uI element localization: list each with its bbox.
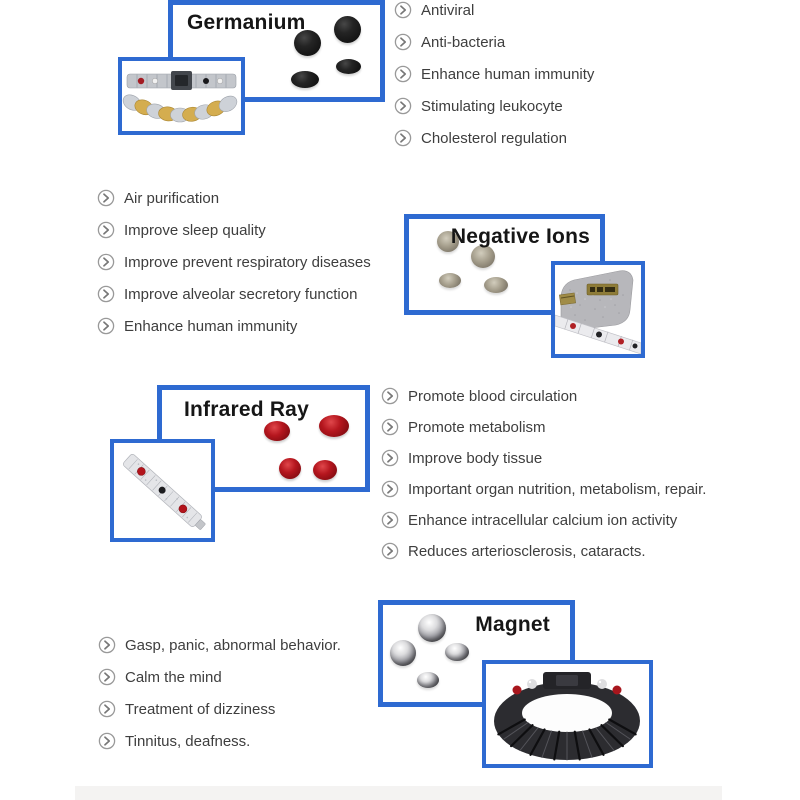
magnet-bead [418, 614, 446, 642]
circled-chevron-right-icon [381, 542, 399, 560]
infrared-title: Infrared Ray [184, 398, 309, 421]
list-item [394, 0, 594, 20]
circled-chevron-right-icon [97, 189, 115, 207]
benefit-label: Promote metabolism [408, 418, 546, 436]
circled-chevron-right-icon [97, 221, 115, 239]
list-item [97, 220, 371, 240]
magnet-benefits-list [98, 635, 341, 751]
infrared-bead [313, 460, 337, 480]
benefit-label: Treatment of dizziness [125, 700, 276, 718]
circled-chevron-right-icon [381, 387, 399, 405]
benefit-label: Stimulating leukocyte [421, 97, 563, 115]
infrared-bead [279, 458, 301, 479]
circled-chevron-right-icon [98, 700, 116, 718]
gold-silver-bracelet-image [118, 57, 245, 135]
negative-ion-bead [484, 277, 508, 293]
circled-chevron-right-icon [97, 285, 115, 303]
list-item [394, 64, 594, 84]
list-item [97, 188, 371, 208]
list-item [98, 667, 341, 687]
germanium-title: Germanium [187, 11, 306, 34]
infrared-bead [264, 421, 290, 441]
circled-chevron-right-icon [394, 129, 412, 147]
benefit-label: Important organ nutrition, metabolism, repair. [408, 480, 707, 498]
germanium-bead [334, 16, 361, 43]
bracelet-strip-image [110, 439, 215, 542]
benefit-label: Enhance human immunity [124, 317, 298, 335]
list-item [381, 417, 706, 437]
negative-ions-title: Negative Ions [450, 225, 590, 248]
black-magnet-bracelet-image [482, 660, 653, 768]
circled-chevron-right-icon [394, 65, 412, 83]
circled-chevron-right-icon [98, 636, 116, 654]
black-bracelet-illustration [486, 664, 649, 764]
magnet-bead [445, 643, 469, 661]
benefit-label: Enhance human immunity [421, 65, 595, 83]
benefit-label: Antiviral [421, 1, 475, 19]
benefit-label: Improve body tissue [408, 449, 543, 467]
list-item [98, 635, 341, 655]
circled-chevron-right-icon [381, 480, 399, 498]
benefit-label: Cholesterol regulation [421, 129, 567, 147]
magnet-bead [417, 672, 439, 688]
list-item [394, 96, 594, 116]
list-item [394, 128, 594, 148]
circled-chevron-right-icon [381, 511, 399, 529]
bracelet-pouch-image [551, 261, 645, 358]
germanium-bead [291, 71, 319, 88]
benefit-label: Enhance intracellular calcium ion activity [408, 511, 678, 529]
list-item [97, 284, 371, 304]
benefit-label: Air purification [124, 189, 220, 207]
benefit-label: Improve sleep quality [124, 221, 266, 239]
next-section-edge [75, 786, 722, 800]
list-item [381, 510, 706, 530]
bracelet-illustration [122, 61, 241, 131]
benefit-label: Promote blood circulation [408, 387, 578, 405]
circled-chevron-right-icon [394, 97, 412, 115]
germanium-bead [336, 59, 361, 74]
benefit-label: Reduces arteriosclerosis, cataracts. [408, 542, 646, 560]
negative-ions-benefits-list [97, 188, 371, 336]
circled-chevron-right-icon [394, 1, 412, 19]
benefit-label: Anti-bacteria [421, 33, 506, 51]
circled-chevron-right-icon [97, 253, 115, 271]
benefit-label: Improve prevent respiratory diseases [124, 253, 371, 271]
list-item [381, 386, 706, 406]
list-item [381, 541, 706, 561]
magnet-title: Magnet [475, 613, 550, 636]
strip-illustration [114, 443, 211, 538]
list-item [97, 316, 371, 336]
circled-chevron-right-icon [381, 418, 399, 436]
benefit-label: Gasp, panic, abnormal behavior. [125, 636, 341, 654]
circled-chevron-right-icon [98, 668, 116, 686]
list-item [394, 32, 594, 52]
benefit-label: Tinnitus, deafness. [125, 732, 251, 750]
list-item [97, 252, 371, 272]
circled-chevron-right-icon [381, 449, 399, 467]
magnet-bead [390, 640, 416, 666]
germanium-benefits-list [394, 0, 594, 148]
list-item [98, 731, 341, 751]
benefit-label: Improve alveolar secretory function [124, 285, 358, 303]
list-item [381, 479, 706, 499]
infrared-bead [319, 415, 349, 437]
negative-ion-bead [439, 273, 461, 288]
circled-chevron-right-icon [394, 33, 412, 51]
list-item [381, 448, 706, 468]
benefit-label: Calm the mind [125, 668, 222, 686]
circled-chevron-right-icon [98, 732, 116, 750]
list-item [98, 699, 341, 719]
infrared-benefits-list [381, 386, 706, 561]
pouch-illustration [555, 265, 641, 354]
circled-chevron-right-icon [97, 317, 115, 335]
